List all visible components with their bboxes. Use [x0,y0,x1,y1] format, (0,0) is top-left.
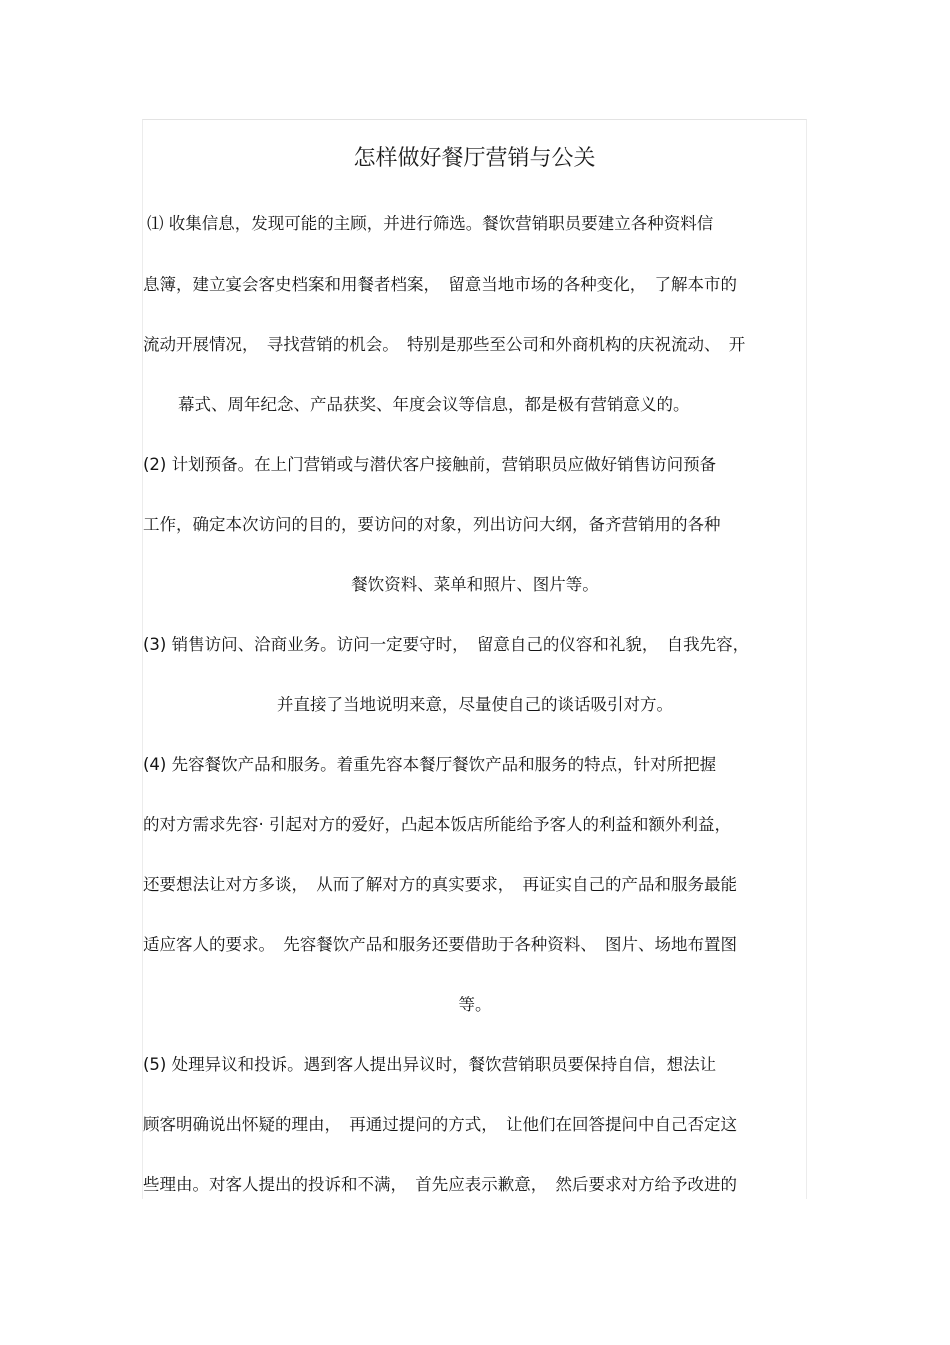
text-line: (4) 先容餐饮产品和服务。着重先容本餐厅餐饮产品和服务的特点，针对所把握 [143,755,717,774]
text-line: 幕式、周年纪念、产品获奖、年度会议等信息，都是极有营销意义的。 [178,395,690,414]
text-line: (5) 处理异议和投诉。遇到客人提出异议时，餐饮营销职员要保持自信，想法让 [143,1055,717,1074]
text-line: 些理由。对客人提出的投诉和不满， 首先应表示歉意， 然后要求对方给予改进的 [143,1175,737,1194]
text-line: 工作，确定本次访问的目的，要访问的对象，列出访问大纲，备齐营销用的各种 [143,515,721,534]
text-line: 还要想法让对方多谈， 从而了解对方的真实要求， 再证实自己的产品和服务最能 [143,875,737,894]
text-line: 适应客人的要求。 先容餐饮产品和服务还要借助于各种资料、 图片、场地布置图 [143,935,737,954]
text-line: ⑴ 收集信息，发现可能的主顾，并进行筛选。餐饮营销职员要建立各种资料信 [147,214,714,233]
text-line: 息簿，建立宴会客史档案和用餐者档案， 留意当地市场的各种变化， 了解本市的 [143,275,737,294]
text-line: 的对方需求先容· 引起对方的爱好，凸起本饭店所能给予客人的利益和额外利益， [143,815,731,834]
text-line: 并直接了当地说明来意，尽量使自己的谈话吸引对方。 [277,695,673,714]
text-line: (2) 计划预备。在上门营销或与潜伏客户接触前，营销职员应做好销售访问预备 [143,455,717,474]
text-line: 流动开展情况， 寻找营销的机会。 特别是那些至公司和外商机构的庆祝流动、 开 [143,335,746,354]
text-line: 等。 [458,995,492,1014]
text-line: 餐饮资料、菜单和照片、图片等。 [351,575,599,594]
text-line: 顾客明确说出怀疑的理由， 再通过提问的方式， 让他们在回答提问中自己否定这 [143,1115,737,1134]
text-line: (3) 销售访问、洽商业务。访问一定要守时， 留意自己的仪容和礼貌， 自我先容， [143,635,750,654]
document-title: 怎样做好餐厅营销与公关 [353,146,596,171]
